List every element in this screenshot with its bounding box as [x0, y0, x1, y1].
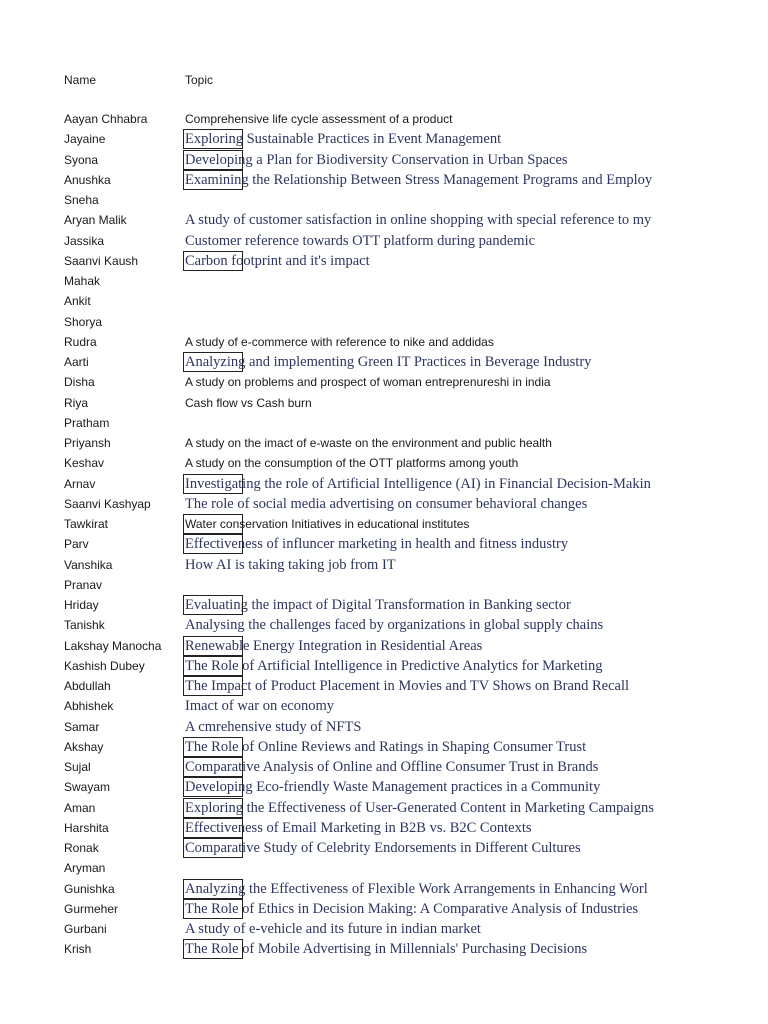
name-cell[interactable]: Swayam [64, 780, 111, 795]
name-cell[interactable]: Anushka [64, 172, 111, 187]
name-cell[interactable]: Keshav [64, 456, 105, 471]
table-row [0, 717, 768, 737]
table-row [0, 534, 768, 554]
name-cell[interactable]: Sneha [64, 193, 99, 207]
name-cell[interactable]: Ankit [64, 294, 91, 309]
topic-cell[interactable]: Comprehensive life cycle assessment of a product [185, 112, 453, 126]
table-row [0, 555, 768, 575]
topic-cell[interactable] [185, 271, 669, 291]
topic-cell[interactable]: The Role of Ethics in Decision Making: A Comparative Analysis of Industries [185, 900, 639, 917]
table-row [0, 838, 768, 858]
table-row [0, 393, 768, 413]
name-cell[interactable]: Tanishk [64, 618, 105, 633]
name-cell[interactable]: Tawkirat [64, 517, 109, 531]
table-row [0, 291, 768, 311]
name-cell[interactable]: Arnav [64, 476, 96, 491]
topic-cell[interactable]: Analysing the challenges faced by organizations in global supply chains [185, 617, 604, 634]
table-row [0, 494, 768, 514]
topic-cell[interactable]: Effectiveness of influncer marketing in health and fitness industry [185, 536, 569, 553]
name-cell[interactable]: Harshita [64, 820, 109, 835]
topic-cell[interactable]: Comparative Study of Celebrity Endorsements in Different Cultures [185, 840, 581, 856]
topic-cell[interactable] [185, 575, 669, 595]
name-cell[interactable]: Pranav [64, 577, 103, 592]
name-cell[interactable]: Mahak [64, 274, 101, 288]
table-row [0, 919, 768, 939]
topic-cell[interactable]: A study on the consumption of the OTT platforms among youth [185, 456, 519, 471]
name-cell[interactable]: Aryman [64, 861, 106, 876]
name-cell[interactable]: Syona [64, 152, 99, 167]
header-row [0, 70, 768, 90]
table-row [0, 777, 768, 797]
name-cell[interactable]: Lakshay Manocha [64, 638, 162, 653]
name-cell[interactable]: Vanshika [64, 557, 113, 572]
table-row [0, 798, 768, 818]
table-row [0, 109, 768, 129]
name-cell[interactable]: Jayaine [64, 132, 106, 147]
topic-cell[interactable]: The role of social media advertising on consumer behavioral changes [185, 495, 588, 512]
name-cell[interactable]: Riya [64, 395, 89, 410]
name-cell[interactable]: Sujal [64, 760, 91, 774]
name-cell[interactable]: Abdullah [64, 679, 111, 693]
topic-cell[interactable]: A study on the imact of e-waste on the environment and public health [185, 436, 552, 450]
name-cell[interactable]: Saanvi Kaush [64, 253, 139, 268]
table-row [0, 575, 768, 595]
topic-cell[interactable]: Imact of war on economy [185, 698, 334, 715]
name-cell[interactable]: Aayan Chhabra [64, 112, 148, 126]
name-cell[interactable]: Gunishka [64, 881, 115, 896]
topic-cell[interactable]: A study of e-vehicle and its future in indian market [185, 921, 481, 937]
topic-cell[interactable]: The Impact of Product Placement in Movies and TV Shows on Brand Recall [185, 678, 630, 694]
table-row [0, 595, 768, 615]
topic-cell[interactable]: Effectiveness of Email Marketing in B2B vs. B2C Contexts [185, 819, 532, 836]
name-cell[interactable]: Pratham [64, 415, 110, 430]
topic-cell[interactable]: Customer reference towards OTT platform during pandemic [185, 232, 536, 249]
topic-cell[interactable]: A study of e-commerce with reference to nike and addidas [185, 334, 494, 349]
name-cell[interactable]: Disha [64, 375, 95, 390]
topic-cell[interactable]: Cash flow vs Cash burn [185, 395, 312, 410]
topic-cell[interactable] [185, 190, 669, 210]
table-row [0, 150, 768, 170]
topic-cell[interactable]: A cmrehensive study of NFTS [185, 718, 362, 735]
name-column-header[interactable]: Name [64, 73, 97, 87]
name-cell[interactable]: Priyansh [64, 436, 111, 450]
topic-cell[interactable]: Water conservation Initiatives in educational institutes [185, 517, 470, 531]
table-row [0, 615, 768, 635]
topic-cell[interactable]: The Role of Artificial Intelligence in Predictive Analytics for Marketing [185, 657, 603, 674]
topic-cell[interactable] [185, 858, 669, 878]
topic-cell[interactable]: The Role of Online Reviews and Ratings in Shaping Consumer Trust [185, 738, 587, 755]
topic-cell[interactable]: Evaluating the impact of Digital Transformation in Banking sector [185, 597, 571, 613]
table-row [0, 737, 768, 757]
name-cell[interactable]: Abhishek [64, 699, 114, 714]
name-cell[interactable]: Gurmeher [64, 901, 119, 916]
topic-cell[interactable]: Exploring Sustainable Practices in Event Management [185, 131, 502, 148]
topic-cell[interactable]: Comparative Analysis of Online and Offline Consumer Trust in Brands [185, 759, 599, 775]
table-row [0, 190, 768, 210]
name-cell[interactable]: Aarti [64, 355, 89, 369]
topic-cell[interactable]: Renewable Energy Integration in Residential Areas [185, 637, 483, 654]
topic-column-header[interactable]: Topic [185, 73, 214, 87]
name-cell[interactable]: Gurbani [64, 922, 107, 936]
table-row [0, 332, 768, 352]
table-row [0, 514, 768, 534]
table-row [0, 676, 768, 696]
table-row [0, 656, 768, 676]
table-row [0, 210, 768, 230]
name-cell[interactable]: Parv [64, 537, 89, 552]
table-row [0, 231, 768, 251]
name-cell[interactable]: Kashish Dubey [64, 658, 145, 673]
table-row [0, 636, 768, 656]
name-cell[interactable]: Jassika [64, 233, 105, 248]
topic-cell[interactable] [185, 312, 669, 332]
table-row [0, 251, 768, 271]
name-cell[interactable]: Hriday [64, 598, 99, 612]
topic-cell[interactable]: Developing a Plan for Biodiversity Conservation in Urban Spaces [185, 151, 568, 168]
table-row [0, 757, 768, 777]
topic-cell[interactable]: Exploring the Effectiveness of User-Generated Content in Marketing Campaigns [185, 799, 654, 816]
name-cell[interactable]: Aman [64, 800, 96, 815]
name-cell[interactable]: Saanvi Kashyap [64, 496, 151, 511]
table-row [0, 129, 768, 149]
table-row [0, 474, 768, 494]
topic-cell[interactable]: Developing Eco-friendly Waste Management practices in a Community [185, 779, 601, 796]
topic-cell[interactable]: A study on problems and prospect of woman entreprenureshi in india [185, 375, 551, 390]
topic-cell[interactable]: How AI is taking taking job from IT [185, 556, 396, 573]
name-cell[interactable]: Krish [64, 942, 92, 957]
table-row [0, 899, 768, 919]
table-row [0, 433, 768, 453]
topic-cell[interactable]: Analyzing the Effectiveness of Flexible Work Arrangements in Enhancing Worl [185, 880, 648, 897]
topic-cell[interactable]: Investigating the role of Artificial Intelligence (AI) in Financial Decision-Makin [185, 475, 651, 492]
table-row [0, 170, 768, 190]
table-row [0, 312, 768, 332]
table-row [0, 879, 768, 899]
name-cell[interactable]: Aryan Malik [64, 213, 127, 228]
topic-cell[interactable]: A study of customer satisfaction in online shopping with special reference to my [185, 212, 652, 229]
table-row [0, 271, 768, 291]
topic-cell[interactable]: Carbon footprint and it's impact [185, 252, 370, 269]
table-row [0, 453, 768, 473]
name-cell[interactable]: Shorya [64, 314, 103, 329]
table-row [0, 372, 768, 392]
topic-cell[interactable] [185, 413, 669, 433]
name-cell[interactable]: Ronak [64, 841, 99, 855]
table-row [0, 696, 768, 716]
topic-cell[interactable]: Examining the Relationship Between Stress Management Programs and Employ [185, 171, 653, 188]
table-row [0, 858, 768, 878]
table-row [0, 818, 768, 838]
name-cell[interactable]: Samar [64, 719, 100, 734]
name-cell[interactable]: Rudra [64, 334, 97, 349]
topic-cell[interactable]: Analyzing and implementing Green IT Practices in Beverage Industry [185, 354, 592, 370]
topic-cell[interactable]: The Role of Mobile Advertising in Millennials' Purchasing Decisions [185, 941, 588, 958]
table-row [0, 939, 768, 959]
table-row [0, 413, 768, 433]
topic-cell[interactable] [185, 291, 669, 311]
table-row [0, 352, 768, 372]
name-cell[interactable]: Akshay [64, 739, 104, 754]
